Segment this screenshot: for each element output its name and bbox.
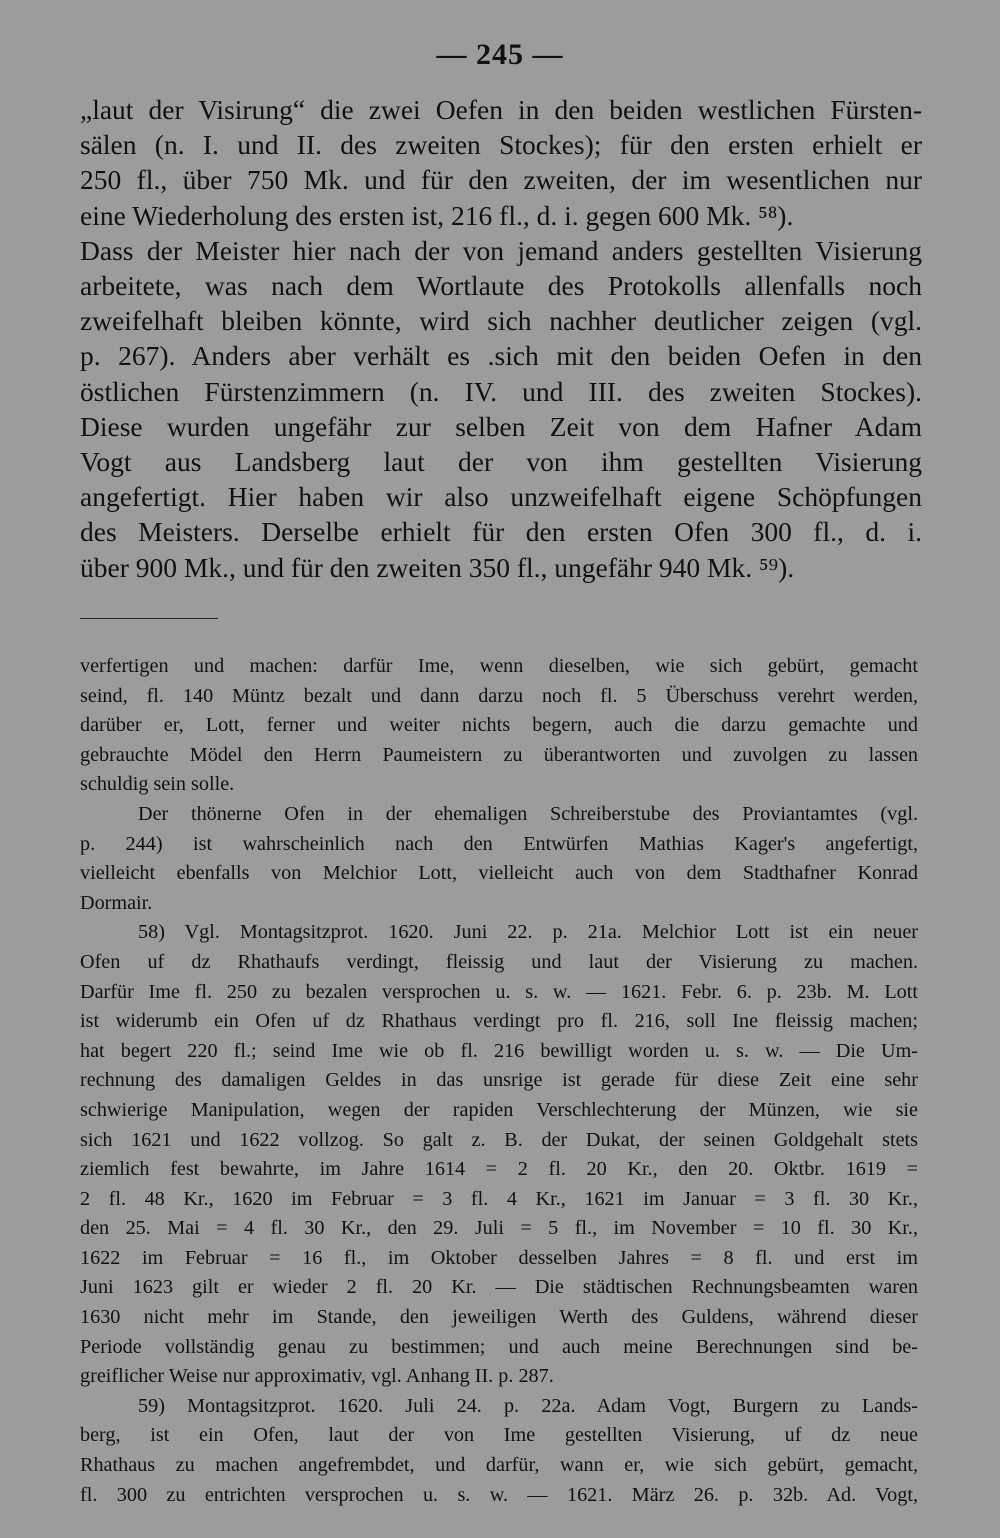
- text-line: p. 267). Anders aber verhält es .sich mit den beiden Oefen in den: [80, 340, 922, 372]
- footnote-line: gebrauchte Mödel den Herrn Paumeistern zu überantworten und zuvolgen zu lassen: [80, 743, 918, 766]
- footnote-line: p. 244) ist wahrscheinlich nach den Entwürfen Mathias Kager's angefertigt,: [80, 832, 918, 855]
- text-line: eine Wiederholung des ersten ist, 216 fl., d. i. gegen 600 Mk. ⁵⁸).: [80, 199, 794, 231]
- text-line: sälen (n. I. und II. des zweiten Stockes); für den ersten erhielt er: [80, 129, 922, 161]
- footnote-line: Juni 1623 gilt er wieder 2 fl. 20 Kr. — Die städtischen Rechnungsbeamten waren: [80, 1276, 918, 1299]
- footnote-line: 1622 im Februar = 16 fl., im Oktober desselben Jahres = 8 fl. und erst im: [80, 1246, 918, 1269]
- main-text-block: [80, 92, 922, 585]
- text-line: über 900 Mk., und für den zweiten 350 fl., ungefähr 940 Mk. ⁵⁹).: [80, 551, 795, 583]
- footnote-line: 1630 nicht mehr im Stande, den jeweiligen Werth des Guldens, während dieser: [80, 1306, 918, 1329]
- footnote-line: seind, fl. 140 Müntz bezalt und dann darzu noch fl. 5 Überschuss verehrt werden,: [80, 684, 918, 707]
- footnotes-block: [80, 652, 918, 1510]
- text-line: Dass der Meister hier nach der von jemand anders gestellten Visierung: [80, 234, 922, 266]
- footnote-line: Periode vollständig genau zu bestimmen; und auch meine Berechnungen sind be-: [80, 1335, 918, 1358]
- footnote-line: hat begert 220 fl.; seind Ime wie ob fl. 216 bewilligt worden u. s. w. — Die Um-: [80, 1039, 918, 1062]
- footnote-line: 2 fl. 48 Kr., 1620 im Februar = 3 fl. 4 Kr., 1621 im Januar = 3 fl. 30 Kr.,: [80, 1187, 918, 1210]
- text-line: Vogt aus Landsberg laut der von ihm gestellten Visierung: [80, 446, 922, 478]
- footnote-line: Darfür Ime fl. 250 zu bezalen versprochen u. s. w. — 1621. Febr. 6. p. 23b. M. Lott: [80, 980, 918, 1003]
- text-line: 250 fl., über 750 Mk. und für den zweiten, der im wesentlichen nur: [80, 164, 922, 196]
- footnote-line: Der thönerne Ofen in der ehemaligen Schreiberstube des Proviantamtes (vgl.: [138, 802, 918, 825]
- text-line: östlichen Fürstenzimmern (n. IV. und III. des zweiten Stockes).: [80, 375, 922, 407]
- page-number: — 245 —: [436, 38, 564, 71]
- footnote-line: den 25. Mai = 4 fl. 30 Kr., den 29. Juli = 5 fl., im November = 10 fl. 30 Kr.,: [80, 1217, 918, 1240]
- footnote-line: rechnung des damaligen Geldes in das unsrige ist gerade für diese Zeit eine sehr: [80, 1069, 918, 1092]
- text-line: arbeitete, was nach dem Wortlaute des Protokolls allenfalls noch: [80, 270, 922, 302]
- footnote-line: Ofen uf dz Rhathaufs verdingt, fleissig und laut der Visierung zu machen.: [80, 950, 918, 973]
- footnote-line: ziemlich fest bewahrte, im Jahre 1614 = 2 fl. 20 Kr., den 20. Oktbr. 1619 =: [80, 1158, 918, 1181]
- footnote-line: berg, ist ein Ofen, laut der von Ime gestellten Visierung, uf dz neue: [80, 1424, 918, 1447]
- footnote-line: sich 1621 und 1622 vollzog. So galt z. B. der Dukat, der seinen Goldgehalt stets: [80, 1128, 918, 1151]
- footnote-line: schwierige Manipulation, wegen der rapiden Verschlechterung der Münzen, wie sie: [80, 1098, 918, 1121]
- text-line: zweifelhaft bleiben könnte, wird sich nachher deutlicher zeigen (vgl.: [80, 305, 922, 337]
- text-line: „laut der Visirung“ die zwei Oefen in den beiden westlichen Fürsten-: [80, 94, 922, 125]
- footnote-line: fl. 300 zu entrichten versprochen u. s. w. — 1621. März 26. p. 32b. Ad. Vogt,: [80, 1483, 918, 1506]
- footnote-line: verfertigen und machen: darfür Ime, wenn dieselben, wie sich gebürt, gemacht: [80, 655, 918, 677]
- footnote-line: Dormair.: [80, 891, 153, 914]
- footnote-line: darüber er, Lott, ferner und weiter nichts begern, auch die darzu gemachte und: [80, 714, 918, 737]
- footnote-line: ist widerumb ein Ofen uf dz Rhathaus verdingt pro fl. 216, soll Ine fleissig machen;: [80, 1010, 918, 1033]
- text-line: des Meisters. Derselbe erhielt für den ersten Ofen 300 fl., d. i.: [80, 516, 922, 548]
- footnote-59-line: 59) Montagsitzprot. 1620. Juli 24. p. 22a. Adam Vogt, Burgern zu Lands-: [138, 1394, 918, 1417]
- footnote-line: greiflicher Weise nur approximativ, vgl. Anhang II. p. 287.: [80, 1365, 554, 1388]
- footnote-line: schuldig sein solle.: [80, 773, 235, 796]
- text-line: angefertigt. Hier haben wir also unzweifelhaft eigene Schöpfungen: [80, 481, 922, 513]
- text-line: Diese wurden ungefähr zur selben Zeit von dem Hafner Adam: [80, 410, 922, 442]
- footnote-line: vielleicht ebenfalls von Melchior Lott, vielleicht auch von dem Stadthafner Konrad: [80, 862, 918, 885]
- footnote-58-line: 58) Vgl. Montagsitzprot. 1620. Juni 22. p. 21a. Melchior Lott ist ein neuer: [138, 921, 918, 944]
- footnote-divider: [80, 618, 218, 619]
- footnote-line: Rhathaus zu machen angefrembdet, und darfür, wann er, wie sich gebürt, gemacht,: [80, 1454, 918, 1477]
